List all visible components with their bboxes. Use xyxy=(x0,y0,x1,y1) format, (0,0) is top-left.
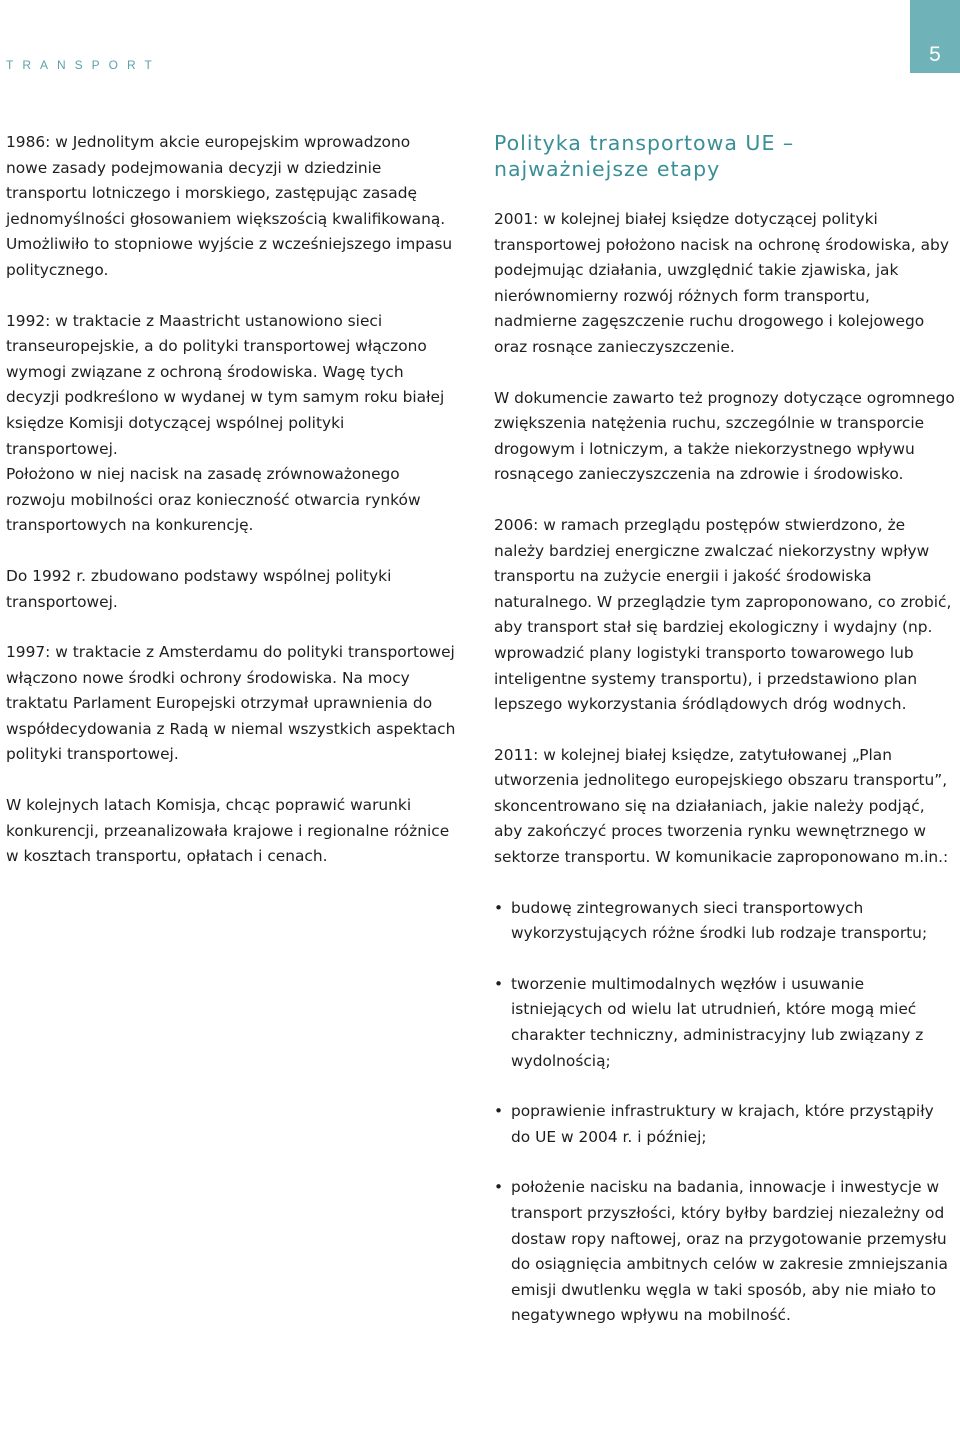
paragraph-1997: 1997: w traktacie z Amsterdamu do polityki transportowej włączono nowe środki ochrony środowiska. Na mocy traktatu Parlament Europejski otrzymał uprawnienia do współdecydowania z Radą w niemal wszystkich aspektach polityki transportowej. xyxy=(6,643,456,764)
section-heading-line-1: Polityka transportowa UE – xyxy=(494,131,795,155)
running-head: TRANSPORT xyxy=(6,58,161,72)
right-column xyxy=(494,130,956,1354)
paragraph-2001: 2001: w kolejnej białej księdze dotyczącej polityki transportowej położono nacisk na ochronę środowiska, aby podejmując działania, uwzględnić takie zjawiska, jak nierównomierny rozwój różnych form transportu, nadmierne zagęszczenie ruchu drogowego i kolejowego oraz rosnące zanieczyszczenie. xyxy=(494,210,949,356)
proposals-list xyxy=(494,896,956,1329)
page-number: 5 xyxy=(910,0,960,73)
section-heading xyxy=(494,130,956,182)
paragraph-1992-sustainability: Położono w niej nacisk na zasadę zrównoważonego rozwoju mobilności oraz konieczność otwarcia rynków transportowych na konkurencję. xyxy=(6,465,421,535)
section-heading-line-2: najważniejsze etapy xyxy=(494,157,721,181)
left-column xyxy=(6,130,456,895)
paragraph-2011: 2011: w kolejnej białej księdze, zatytułowanej „Plan utworzenia jednolitego europejskiego obszaru transportu”, skoncentrowano się na działaniach, jakie należy podjąć, aby zakończyć proces tworzenia rynku wewnętrznego w sektorze transportu. W komunikacie zaproponowano m.in.: xyxy=(494,745,949,867)
list-item: • poprawienie infrastruktury w krajach, które przystąpiły do UE w 2004 r. i później; xyxy=(494,1099,956,1150)
paragraph-1986: 1986: w Jednolitym akcie europejskim wprowadzono nowe zasady podejmowania decyzji w dziedzinie transportu lotniczego i morskiego, zastępując zasadę jednomyślności głosowaniem większością kwalifikowaną. Umożliwiło to stopniowe wyjście z wcześniejszego impasu politycznego. xyxy=(6,133,453,279)
paragraph-1992: 1992: w traktacie z Maastricht ustanowiono sieci transeuropejskie, a do polityki transportowej włączono wymogi związane z ochroną środowiska. Wagę tych decyzji podkreślono w wydanej w tym samym roku białej księdze Komisji dotyczącej wspólnej polityki transportowej. xyxy=(6,311,445,458)
list-item: • budowę zintegrowanych sieci transportowych wykorzystujących różne środki lub rodzaje transportu; xyxy=(494,896,956,947)
list-item: • tworzenie multimodalnych węzłów i usuwanie istniejących od wielu lat utrudnień, które mogą mieć charakter techniczny, administracyjny lub związany z wydolnością; xyxy=(494,972,956,1074)
paragraph-later-years: W kolejnych latach Komisja, chcąc poprawić warunki konkurencji, przeanalizowała krajowe i regionalne różnice w kosztach transportu, opłatach i cenach. xyxy=(6,796,450,866)
paragraph-2001-forecasts: W dokumencie zawarto też prognozy dotyczące ogromnego zwiększenia natężenia ruchu, szczególnie w transporcie drogowym i lotniczym, a także niekorzystnego wpływu rosnącego zanieczyszczenia na zdrowie i środowisko. xyxy=(494,388,955,484)
paragraph-1992-foundations: Do 1992 r. zbudowano podstawy wspólnej polityki transportowej. xyxy=(6,566,392,611)
list-item: • położenie nacisku na badania, innowacje i inwestycje w transport przyszłości, który byłby bardziej niezależny od dostaw ropy naftowej, oraz na przygotowanie przemysłu do osiągnięcia ambitnych celów w zakresie zmniejszania emisji dwutlenku węgla w taki sposób, aby nie miało to negatywnego wpływu na mobilność. xyxy=(494,1175,956,1329)
paragraph-2006: 2006: w ramach przeglądu postępów stwierdzono, że należy bardziej energiczne zwalczać niekorzystny wpływ transportu na zużycie energii i jakość środowiska naturalnego. W przeglądzie tym zaproponowano, co zrobić, aby transport stał się bardziej ekologiczny i wydajny (np. wprowadzić plany logistyki transporto towarowego lub inteligentne systemy transportu), i przedstawiono plan lepszego wykorzystania śródlądowych dróg wodnych. xyxy=(494,515,952,714)
